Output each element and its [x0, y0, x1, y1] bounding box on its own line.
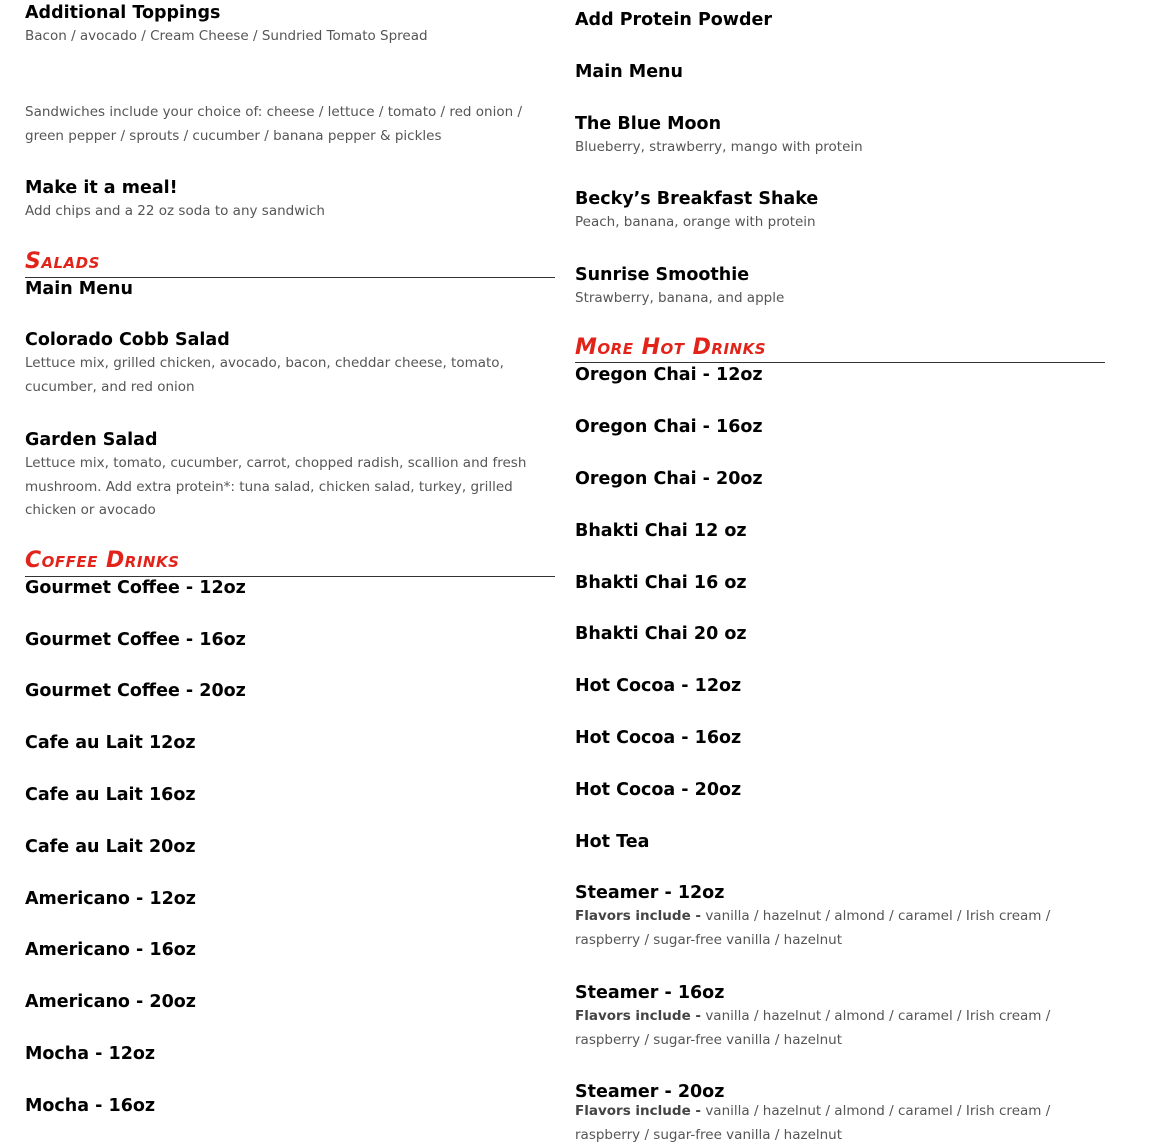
hot-drink-item: Oregon Chai - 20oz [575, 469, 763, 489]
hot-drink-item: Bhakti Chai 20 oz [575, 624, 747, 644]
hot-drink-item: Hot Cocoa - 20oz [575, 780, 742, 800]
section-divider [575, 362, 1105, 363]
smoothies-subheading: Main Menu [575, 62, 683, 82]
coffee-item: Gourmet Coffee - 20oz [25, 681, 246, 701]
steamer-item-name: Steamer - 20oz [575, 1082, 725, 1102]
salad-item-name: Colorado Cobb Salad [25, 330, 230, 350]
smoothie-item-desc: Strawberry, banana, and apple [575, 290, 785, 306]
coffee-item: Americano - 12oz [25, 889, 196, 909]
hot-drink-item: Oregon Chai - 12oz [575, 365, 763, 385]
salad-item-desc: Lettuce mix, grilled chicken, avocado, bacon, cheddar cheese, tomato, cucumber, and red onion [25, 355, 504, 395]
smoothie-item-name: Becky’s Breakfast Shake [575, 189, 819, 209]
salad-item-name: Garden Salad [25, 430, 158, 450]
meal-desc: Add chips and a 22 oz soda to any sandwich [25, 203, 325, 219]
section-heading-salads: Salads [25, 249, 100, 274]
section-heading-hot-drinks: More Hot Drinks [575, 335, 767, 360]
coffee-item: Americano - 16oz [25, 940, 196, 960]
toppings-desc: Bacon / avocado / Cream Cheese / Sundried Tomato Spread [25, 28, 428, 44]
sandwich-note: Sandwiches include your choice of: cheese / lettuce / tomato / red onion / green pepper / sprouts / cucumber / banana pepper & pickles [25, 104, 523, 144]
hot-drink-item: Bhakti Chai 12 oz [575, 521, 747, 541]
hot-drink-item: Hot Cocoa - 16oz [575, 728, 742, 748]
coffee-item: Cafe au Lait 20oz [25, 837, 196, 857]
smoothie-item-desc: Peach, banana, orange with protein [575, 214, 816, 230]
hot-drink-item: Hot Tea [575, 832, 650, 852]
coffee-item: Cafe au Lait 12oz [25, 733, 196, 753]
coffee-item: Gourmet Coffee - 12oz [25, 578, 246, 598]
flavors-text: vanilla / hazelnut / almond / caramel / Irish cream / raspberry / sugar-free vanilla / hazelnut [575, 908, 1051, 948]
smoothie-item-desc: Blueberry, strawberry, mango with protein [575, 139, 863, 155]
steamer-flavors [575, 1005, 1105, 1052]
section-heading-coffee: Coffee Drinks [25, 548, 180, 573]
hot-drink-item: Hot Cocoa - 12oz [575, 676, 742, 696]
meal-title: Make it a meal! [25, 178, 178, 198]
hot-drink-item: Oregon Chai - 16oz [575, 417, 763, 437]
coffee-item: Mocha - 12oz [25, 1044, 156, 1064]
smoothie-item-name: Sunrise Smoothie [575, 265, 750, 285]
flavors-label: Flavors include - [575, 1103, 702, 1119]
toppings-title: Additional Toppings [25, 3, 221, 23]
steamer-item-name: Steamer - 16oz [575, 983, 725, 1003]
salad-item-desc: Lettuce mix, tomato, cucumber, carrot, chopped radish, scallion and fresh mushroom. Add extra protein*: tuna salad, chicken salad, turkey, grilled chicken or avocado [25, 455, 527, 518]
flavors-text: vanilla / hazelnut / almond / caramel / Irish cream / raspberry / sugar-free vanilla / hazelnut [575, 1008, 1051, 1048]
salads-subheading: Main Menu [25, 279, 133, 299]
steamer-item-name: Steamer - 12oz [575, 883, 725, 903]
hot-drink-item: Bhakti Chai 16 oz [575, 573, 747, 593]
steamer-flavors [575, 1100, 1105, 1147]
flavors-label: Flavors include - [575, 1008, 702, 1024]
flavors-label: Flavors include - [575, 908, 702, 924]
coffee-item: Gourmet Coffee - 16oz [25, 630, 246, 650]
steamer-flavors [575, 905, 1105, 952]
protein-title: Add Protein Powder [575, 10, 772, 30]
coffee-item: Mocha - 16oz [25, 1096, 156, 1116]
coffee-item: Cafe au Lait 16oz [25, 785, 196, 805]
coffee-item: Americano - 20oz [25, 992, 196, 1012]
flavors-text: vanilla / hazelnut / almond / caramel / Irish cream / raspberry / sugar-free vanilla / hazelnut [575, 1103, 1051, 1143]
smoothie-item-name: The Blue Moon [575, 114, 722, 134]
